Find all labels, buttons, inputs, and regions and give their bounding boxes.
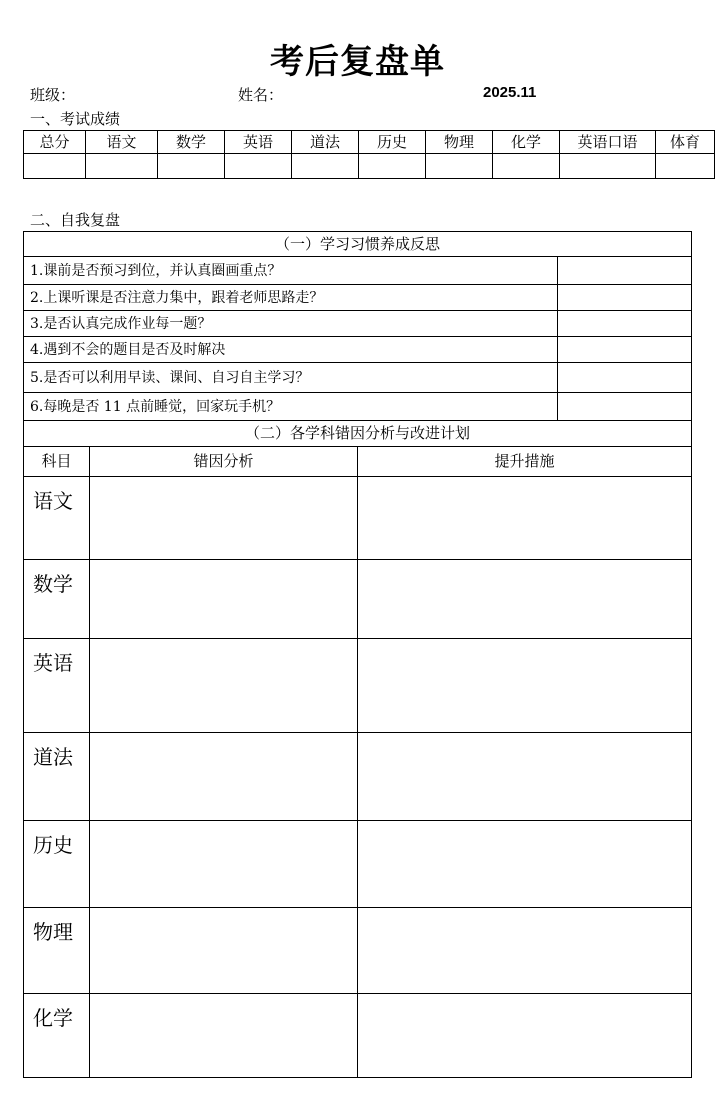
error-analysis-cell[interactable] [90, 733, 358, 821]
habit-answer-cell[interactable] [558, 393, 692, 421]
column-header-improvement: 提升措施 [358, 447, 692, 477]
habit-question: 5.是否可以利用早读、课间、自习自主学习？ [24, 363, 558, 393]
improvement-cell[interactable] [358, 821, 692, 908]
improvement-cell[interactable] [358, 908, 692, 994]
habit-answer-cell[interactable] [558, 257, 692, 285]
section-self-review-heading: 二、自我复盘 [30, 211, 121, 229]
error-analysis-cell[interactable] [90, 821, 358, 908]
score-header-physics: 物理 [426, 131, 493, 154]
column-header-error-analysis: 错因分析 [90, 447, 358, 477]
score-cell-pe[interactable] [656, 154, 715, 179]
score-header-math: 数学 [158, 131, 225, 154]
scores-table [23, 130, 715, 179]
subject-name: 道法 [24, 733, 90, 821]
improvement-cell[interactable] [358, 639, 692, 733]
error-analysis-cell[interactable] [90, 560, 358, 639]
score-header-pe: 体育 [656, 131, 715, 154]
score-header-oral-english: 英语口语 [560, 131, 656, 154]
habit-question: 1.课前是否预习到位，并认真圈画重点？ [24, 257, 558, 285]
error-analysis-cell[interactable] [90, 639, 358, 733]
habit-question: 3.是否认真完成作业每一题？ [24, 311, 558, 337]
improvement-cell[interactable] [358, 560, 692, 639]
date-label: 2025.11 [483, 84, 537, 101]
habit-question: 6.每晚是否 11 点前睡觉，回家玩手机？ [24, 393, 558, 421]
score-header-morality: 道法 [292, 131, 359, 154]
improvement-cell[interactable] [358, 994, 692, 1078]
review-table [23, 231, 692, 1078]
subject-name: 历史 [24, 821, 90, 908]
habit-answer-cell[interactable] [558, 363, 692, 393]
name-label: 姓名： [238, 86, 284, 104]
habit-answer-cell[interactable] [558, 311, 692, 337]
score-header-total: 总分 [24, 131, 86, 154]
improvement-cell[interactable] [358, 477, 692, 560]
score-cell-morality[interactable] [292, 154, 359, 179]
page-title: 考后复盘单 [270, 42, 445, 82]
habit-answer-cell[interactable] [558, 285, 692, 311]
subject-name: 数学 [24, 560, 90, 639]
score-cell-total[interactable] [24, 154, 86, 179]
subject-name: 英语 [24, 639, 90, 733]
score-cell-chemistry[interactable] [493, 154, 560, 179]
score-cell-math[interactable] [158, 154, 225, 179]
section-exam-scores-heading: 一、考试成绩 [30, 110, 121, 128]
habit-answer-cell[interactable] [558, 337, 692, 363]
improvement-cell[interactable] [358, 733, 692, 821]
score-cell-history[interactable] [359, 154, 426, 179]
score-cell-physics[interactable] [426, 154, 493, 179]
subject-name: 物理 [24, 908, 90, 994]
score-cell-chinese[interactable] [86, 154, 158, 179]
class-label: 班级： [30, 86, 76, 104]
subject-name: 语文 [24, 477, 90, 560]
habits-title: （一）学习习惯养成反思 [24, 232, 692, 257]
score-header-english: 英语 [225, 131, 292, 154]
subject-name: 化学 [24, 994, 90, 1078]
error-analysis-cell[interactable] [90, 908, 358, 994]
score-header-chemistry: 化学 [493, 131, 560, 154]
score-cell-oral-english[interactable] [560, 154, 656, 179]
column-header-subject: 科目 [24, 447, 90, 477]
habit-question: 4.遇到不会的题目是否及时解决 [24, 337, 558, 363]
score-header-history: 历史 [359, 131, 426, 154]
score-cell-english[interactable] [225, 154, 292, 179]
habit-question: 2.上课听课是否注意力集中，跟着老师思路走？ [24, 285, 558, 311]
error-analysis-cell[interactable] [90, 477, 358, 560]
error-analysis-cell[interactable] [90, 994, 358, 1078]
analysis-title: （二）各学科错因分析与改进计划 [24, 421, 692, 447]
score-header-chinese: 语文 [86, 131, 158, 154]
